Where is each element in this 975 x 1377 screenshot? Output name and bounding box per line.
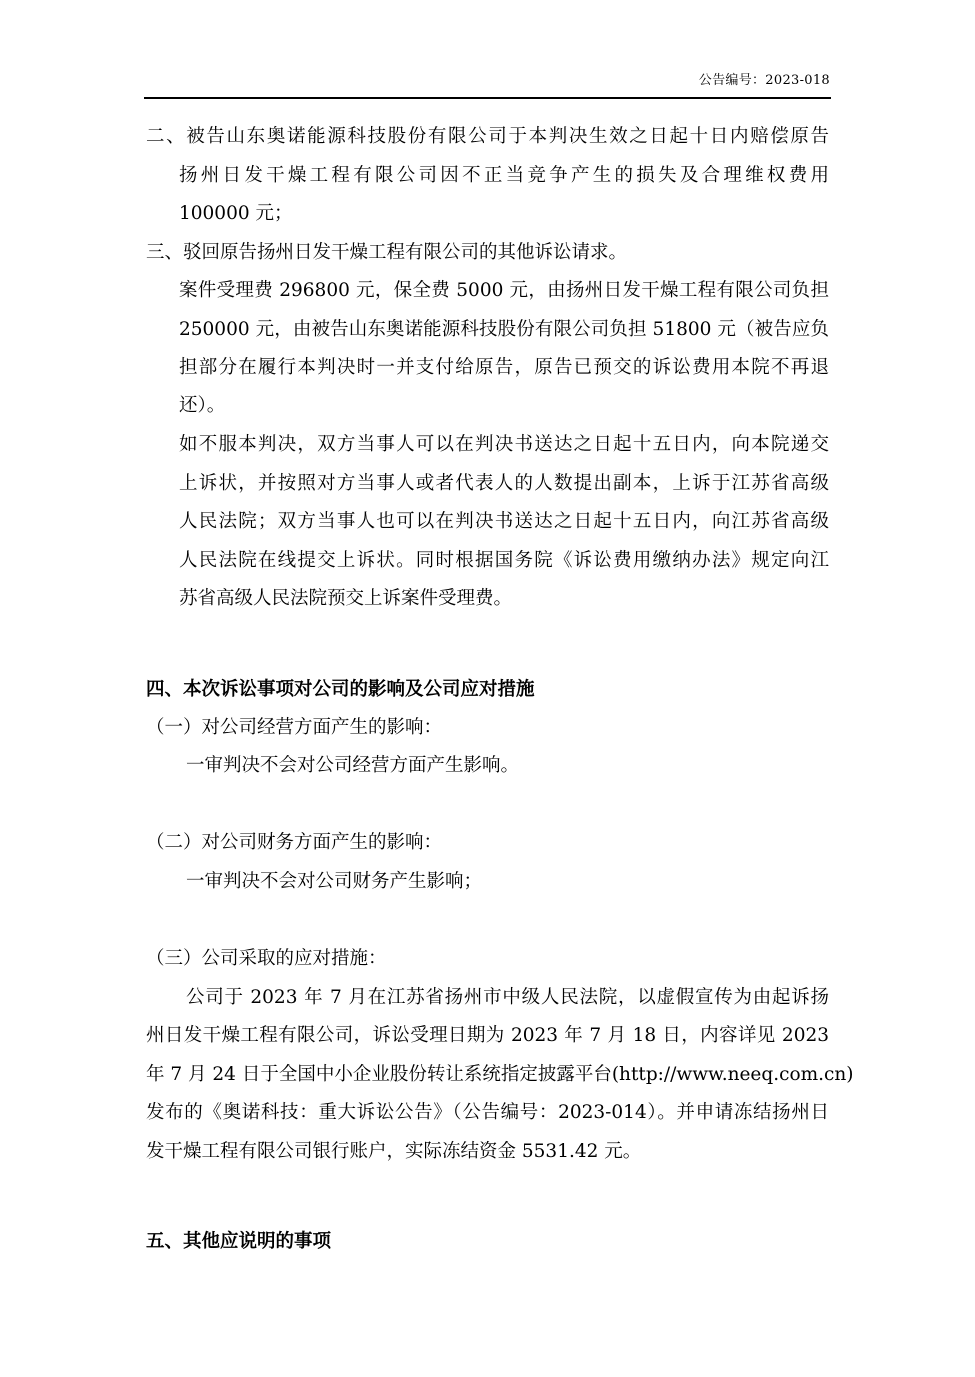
fees-line-4: 还）。 [179, 395, 226, 416]
sub-three-line-3: 年 7 月 24 日于全国中小企业股份转让系统指定披露平台(http://www.neeq.com.cn) [146, 1064, 854, 1085]
appeal-line-1: 如不服本判决，双方当事人可以在判决书送达之日起十五日内，向本院递交 [179, 434, 829, 455]
item-three: 三、驳回原告扬州日发干燥工程有限公司的其他诉讼请求。 [146, 242, 628, 263]
appeal-line-3: 人民法院；双方当事人也可以在判决书送达之日起十五日内，向江苏省高级 [179, 511, 829, 532]
appeal-line-5: 苏省高级人民法院预交上诉案件受理费。 [179, 588, 513, 609]
section-five-title: 五、其他应说明的事项 [146, 1231, 332, 1252]
section-four-title: 四、本次诉讼事项对公司的影响及公司应对措施 [146, 679, 535, 700]
sub-three-line-1: 公司于 2023 年 7 月在江苏省扬州市中级人民法院，以虚假宣传为由起诉扬 [186, 987, 829, 1008]
fees-line-3: 担部分在履行本判决时一并支付给原告，原告已预交的诉讼费用本院不再退 [179, 357, 829, 378]
item-two-line-1: 二、被告山东奥诺能源科技股份有限公司于本判决生效之日起十日内赔偿原告 [146, 126, 829, 147]
appeal-line-4: 人民法院在线提交上诉状。同时根据国务院《诉讼费用缴纳办法》规定向江 [179, 550, 829, 571]
sub-three-line-2: 州日发干燥工程有限公司，诉讼受理日期为 2023 年 7 月 18 日，内容详见 2023 [146, 1025, 829, 1046]
sub-three-line-4: 发布的《奥诺科技：重大诉讼公告》（公告编号：2023-014）。并申请冻结扬州日 [146, 1102, 829, 1123]
item-two-line-3: 100000 元； [179, 203, 293, 224]
sub-three-line-5: 发干燥工程有限公司银行账户，实际冻结资金 5531.42 元。 [146, 1141, 642, 1162]
sub-one-text: 一审判决不会对公司经营方面产生影响。 [186, 755, 520, 776]
header-divider [144, 97, 831, 99]
notice-number: 公告编号：2023-018 [698, 73, 830, 88]
appeal-line-2: 上诉状，并按照对方当事人或者代表人的人数提出副本，上诉于江苏省高级 [179, 473, 829, 494]
fees-line-1: 案件受理费 296800 元，保全费 5000 元，由扬州日发干燥工程有限公司负担 [179, 280, 829, 301]
sub-two-text: 一审判决不会对公司财务产生影响； [186, 871, 483, 892]
sub-one-title: （一）对公司经营方面产生的影响： [146, 717, 443, 738]
item-two-line-2: 扬州日发干燥工程有限公司因不正当竞争产生的损失及合理维权费用 [179, 165, 829, 186]
sub-three-title: （三）公司采取的应对措施： [146, 948, 387, 969]
sub-two-title: （二）对公司财务方面产生的影响： [146, 832, 443, 853]
fees-line-2: 250000 元，由被告山东奥诺能源科技股份有限公司负担 51800 元（被告应负 [179, 319, 829, 340]
